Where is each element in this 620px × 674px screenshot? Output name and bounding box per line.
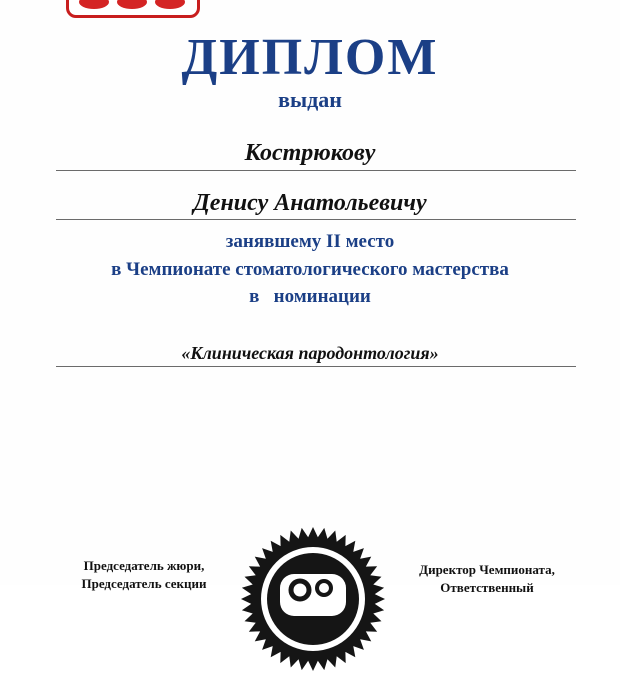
seal-emblem bbox=[238, 524, 388, 674]
left-signature-block bbox=[56, 557, 232, 593]
championship-text: в Чемпионате стоматологического мастерства bbox=[111, 259, 509, 280]
nomination-text: в номинации bbox=[249, 286, 371, 307]
diploma-title: ДИПЛОМ bbox=[181, 29, 439, 86]
recipient-given-names: Денису Анатольевичу bbox=[193, 190, 427, 216]
logo-shape bbox=[155, 0, 185, 9]
logo-shape bbox=[117, 0, 147, 9]
divider bbox=[56, 170, 576, 171]
place-text: занявшему II место bbox=[225, 231, 395, 252]
right-signature-title: Директор Чемпионата, bbox=[419, 562, 555, 577]
divider bbox=[56, 219, 576, 220]
nomination-category: «Клиническая пародонтология» bbox=[181, 343, 439, 363]
right-signature-subtitle: Ответственный bbox=[440, 580, 534, 595]
recipient-surname: Кострюкову bbox=[244, 140, 376, 166]
logo-shape bbox=[79, 0, 109, 9]
logo bbox=[66, 0, 200, 18]
issued-label: выдан bbox=[278, 87, 342, 112]
right-signature-block bbox=[392, 561, 582, 597]
left-signature-title: Председатель жюри, bbox=[83, 558, 205, 573]
divider bbox=[56, 366, 576, 367]
left-signature-subtitle: Председатель секции bbox=[81, 576, 207, 591]
